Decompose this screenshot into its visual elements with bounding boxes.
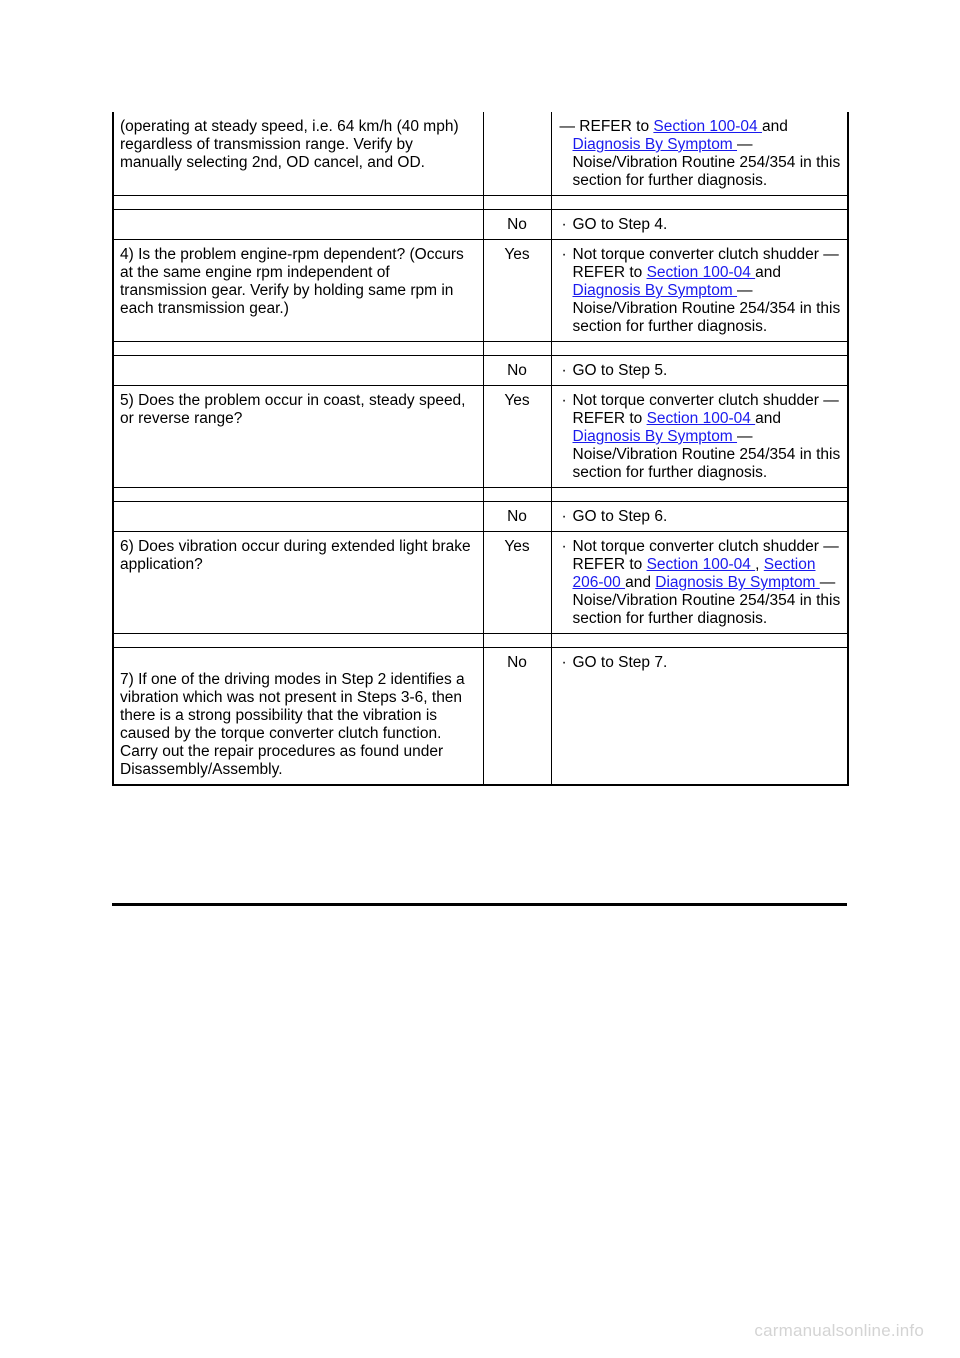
bullet-icon: · [561, 538, 567, 555]
table-row [113, 502, 848, 532]
bullet-icon: · [561, 362, 567, 379]
answer-cell: No [483, 648, 551, 786]
bullet-icon: · [561, 654, 567, 671]
action-cell [551, 356, 848, 386]
answer-cell: No [483, 210, 551, 240]
spacer-row [113, 488, 848, 502]
action-text: and [755, 410, 782, 427]
action-text: and [625, 574, 656, 591]
answer-cell: No [483, 356, 551, 386]
answer-cell [483, 112, 551, 196]
bullet-icon: · [561, 392, 567, 409]
table-row [113, 532, 848, 634]
table-row [113, 210, 848, 240]
question-cell: 4) Is the problem engine-rpm dependent? (Occurs at the same engine rpm independent of transmission gear. Verify by holding same rpm in each transmission gear.) [113, 240, 483, 342]
diagnosis-table [112, 112, 849, 786]
question-cell: 5) Does the problem occur in coast, steady speed, or reverse range? [113, 386, 483, 488]
question-cell: (operating at steady speed, i.e. 64 km/h (40 mph) regardless of transmission range. Verify by manually selecting 2nd, OD cancel, and OD. [113, 112, 483, 196]
section-100-04-link[interactable]: Section 100-04 [646, 556, 756, 573]
action-cell [551, 210, 848, 240]
diagnosis-by-symptom-link[interactable]: Diagnosis By Symptom [655, 574, 820, 591]
action-cell [551, 386, 848, 488]
diagnosis-by-symptom-link[interactable]: Diagnosis By Symptom [572, 282, 738, 299]
action-text: Not torque converter clutch shudder — REFER to [572, 392, 839, 427]
action-text: GO to Step 7. [572, 654, 668, 671]
table-row [113, 648, 848, 786]
action-cell [551, 502, 848, 532]
diagnosis-by-symptom-link[interactable]: Diagnosis By Symptom [572, 428, 738, 445]
action-text: — Noise/Vibration Routine 254/354 in this section for further diagnosis. [572, 428, 841, 481]
section-100-04-link[interactable]: Section 100-04 [646, 264, 756, 281]
action-text: and [755, 264, 782, 281]
table-row [113, 112, 848, 196]
table-row [113, 240, 848, 342]
action-text: and [761, 118, 788, 135]
bullet-icon: · [561, 216, 567, 233]
action-text: — Noise/Vibration Routine 254/354 in this section for further diagnosis. [572, 574, 841, 627]
spacer-row [113, 634, 848, 648]
question-cell: 6) Does vibration occur during extended light brake application? [113, 532, 483, 634]
action-text: — REFER to [559, 118, 654, 135]
answer-cell: Yes [483, 532, 551, 634]
question-cell [113, 648, 483, 786]
action-text: GO to Step 6. [572, 508, 668, 525]
action-text: — Noise/Vibration Routine 254/354 in this section for further diagnosis. [572, 136, 841, 189]
action-text: GO to Step 4. [572, 216, 668, 233]
question-cell [113, 210, 483, 240]
action-text: GO to Step 5. [572, 362, 668, 379]
section-100-04-link[interactable]: Section 100-04 [646, 410, 756, 427]
question-cell [113, 356, 483, 386]
table-row [113, 386, 848, 488]
section-206-00-link[interactable]: Section 206-00 [572, 556, 816, 591]
action-text: Not torque converter clutch shudder — REFER to [572, 246, 839, 281]
diagnosis-by-symptom-link[interactable]: Diagnosis By Symptom [572, 136, 738, 153]
question-text: 7) If one of the driving modes in Step 2 identifies a vibration which was not present in Steps 3-6, then there is a strong possibility that the vibration is caused by the torque converter clutch function. Carry out the repair procedures as found under Disassembly/Assembly. [120, 671, 465, 778]
answer-cell: No [483, 502, 551, 532]
action-cell [551, 240, 848, 342]
page-bottom-rule [112, 903, 847, 906]
answer-cell: Yes [483, 386, 551, 488]
table-row [113, 356, 848, 386]
spacer-row [113, 342, 848, 356]
spacer-row [113, 196, 848, 210]
answer-cell: Yes [483, 240, 551, 342]
action-text: — Noise/Vibration Routine 254/354 in this section for further diagnosis. [572, 282, 841, 335]
section-100-04-link[interactable]: Section 100-04 [653, 118, 762, 135]
action-text: , [755, 556, 764, 573]
bullet-icon: · [561, 508, 567, 525]
bullet-icon: · [561, 246, 567, 263]
action-cell [551, 112, 848, 196]
question-cell [113, 502, 483, 532]
action-cell [551, 648, 848, 786]
action-cell [551, 532, 848, 634]
action-text: Not torque converter clutch shudder — REFER to [572, 538, 839, 573]
watermark: carmanualsonline.info [754, 1321, 924, 1340]
